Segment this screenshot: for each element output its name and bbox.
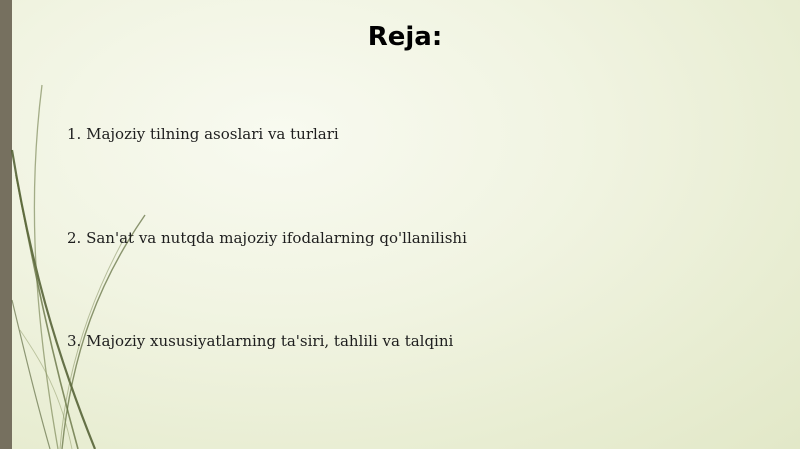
agenda-item-2: 2. San'at va nutqda majoziy ifodalarning qo'llanilishi: [67, 229, 467, 247]
agenda-list: [67, 0, 767, 449]
slide-title: Reja:: [367, 22, 443, 52]
agenda-item-3: 3. Majoziy xususiyatlarning ta'siri, tahlili va talqini: [67, 332, 454, 350]
agenda-item-1: 1. Majoziy tilning asoslari va turlari: [67, 125, 339, 143]
